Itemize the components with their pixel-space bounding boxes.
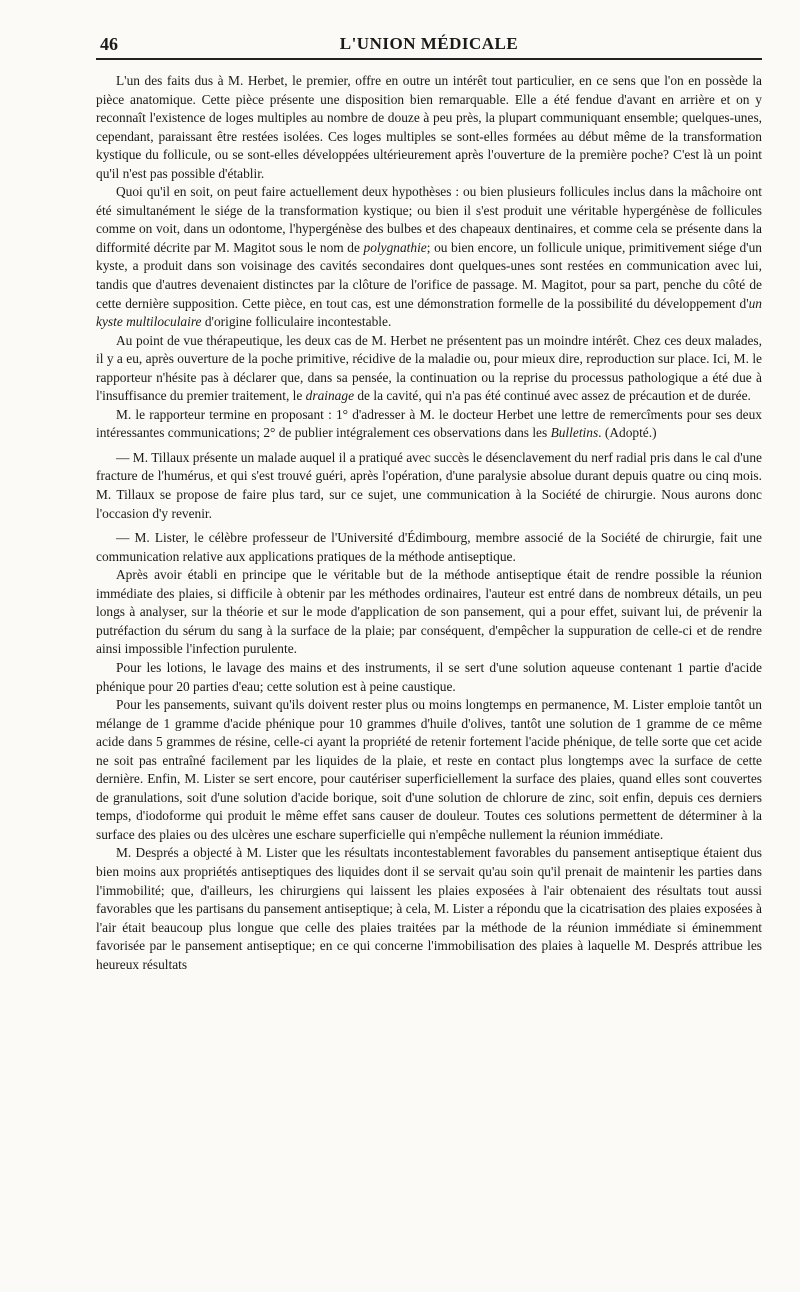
paragraph-text: — M. Lister, le célèbre professeur de l'Université d'Édimbourg, membre associé de la Société de chirurgie, fait une communication relative aux applications pratiques de la méthode antiseptique. (96, 530, 762, 564)
paragraph-text: Pour les lotions, le lavage des mains et des instruments, il se sert d'une solution aqueuse contenant 1 partie d'acide phénique pour 20 parties d'eau; cette solution est à peine caustique. (96, 659, 762, 694)
paragraph (96, 332, 762, 406)
paragraph-text: d'origine folliculaire incontestable. (201, 314, 392, 330)
paragraph-text: Pour les pansements, suivant qu'ils doivent rester plus ou moins longtemps en permanence, M. Lister emploie tantôt un mélange de 1 gramme d'acide phénique pour 10 grammes d'huile d'olives, tantôt une solution de 1 gramme de ce même acide dans 5 grammes de résine, celle-ci ayant la propriété de retenir fortement l'acide phénique, de telle sorte que cet acide ne soit pas entraîné facilement par les liquides de la plaie, et reste en contact plus longtemps avec la surface de cette dernière. Enfin, M. Lister se sert encore, pour cautériser superficiellement la surface des plaies, quand elles sont couvertes de granulations, soit d'une solution d'acide borique, soit d'une solution de chlorure de zinc, soit enfin, depuis ces derniers temps, d'iodoforme qui produit le même effet sans causer de douleur. Toutes ces solutions permettent de déterminer à la surface des plaies ou des ulcères une eschare superficielle qui n'empêche nullement la réunion immédiate. (96, 697, 762, 842)
italic-term: Bulletins (550, 425, 599, 441)
paragraph (96, 449, 762, 523)
paragraph-text: Quoi qu'il en soit, on peut faire actuellement deux hypothèses : ou bien plusieurs follicules inclus dans la mâchoire ont été simultanément le siége de la transformation kystique; ou bien il s'est produit une véritable hypergénèse de follicules comme on voit, dans un odontome, l'hypergénèse des bulbes et des chapeaux dentinaires, et comme cela se présente dans la difformité décrite par M. Magitot sous le nom de (96, 184, 762, 255)
paragraph (96, 72, 762, 183)
paragraph-text: L'un des faits dus à M. Herbet, le premier, offre en outre un intérêt tout particulier, en ce sens que l'on en possède la pièce anatomique. Cette pièce présente une disposition bien remarquable. Elle a été fendue d'avant en arrière et on y reconnaît l'existence de loges multiples au nombre de douze à peu près, la plupart communiquant ensemble; quelques-unes, cependant, paraissant être restées isolées. Ces loges multiples se sont-elles formées au début même de la transformation kystique du follicule, ou se sont-elles développées ultérieurement après l'ouverture de la première poche? C'est là un point qu'il n'est pas possible d'établir. (96, 73, 762, 181)
paragraph-text: . (Adopté.) (598, 425, 657, 441)
paragraph-text: — M. Tillaux présente un malade auquel il a pratiqué avec succès le désenclavement du nerf radial pris dans le cal d'une fracture de l'humérus, et qui s'est trouvé guéri, après l'opération, d'une paralysie absolue durant depuis quatre ou cinq mois. M. Tillaux se propose de faire plus tard, sur ce sujet, une communication à la Société de chirurgie. Nous aurons donc l'occasion d'y revenir. (96, 449, 762, 521)
paragraph-text: de la cavité, qui n'a pas été continué avec assez de précaution et de durée. (354, 388, 751, 404)
paragraph (96, 566, 762, 659)
paragraph (96, 659, 762, 696)
page-header (96, 28, 762, 60)
paragraph-text: Au point de vue thérapeutique, les deux cas de M. Herbet ne présentent pas un moindre intérêt. Chez ces deux malades, il y a eu, après ouverture de la poche primitive, récidive de la maladie ou, pour mieux dire, reproduction sur place. Ici, M. le rapporteur n'hésite pas à déclarer que, dans sa pensée, la continuation ou la reprise du processus pathologique a été due à l'insuffisance du premier traitement, le (96, 332, 762, 404)
article-body (96, 72, 762, 974)
paragraph (96, 696, 762, 844)
paragraph (96, 844, 762, 974)
italic-term: drainage (305, 388, 355, 404)
running-title: L'UNION MÉDICALE (339, 34, 519, 53)
paragraph-text: M. le rapporteur termine en proposant : 1° d'adresser à M. le docteur Herbet une lettre de remercîments pour ses deux intéressantes communications; 2° de publier intégralement ces observations dans les (96, 406, 762, 441)
page-number: 46 (100, 34, 118, 54)
italic-term: un kyste multiloculaire (96, 295, 762, 330)
paragraph (96, 183, 762, 331)
paragraph (96, 529, 762, 566)
paragraph-text: ; ou bien encore, un follicule unique, primitivement siége d'un kyste, a produit dans son voisinage des cavités secondaires dont quelques-unes sont restées en communication avec lui, tandis que d'autres devenaient distinctes par la clôture de l'orifice de passage. M. Magitot, pour sa part, penche du côté de cette dernière supposition. Cette pièce, en tout cas, est une démonstration formelle de la possibilité du développement d' (96, 239, 762, 311)
paragraph-text: M. Després a objecté à M. Lister que les résultats incontestablement favorables du pansement antiseptique étaient dus bien moins aux propriétés antiseptiques des liquides dont il se servait qu'au soin qu'il prenait de maintenir les parties dans l'immobilité; que, d'ailleurs, les chirurgiens qui laissent les plaies exposées à l'air obtenaient des résultats tout aussi favorables que les partisans du pansement antiseptique; à cela, M. Lister a répondu que la cicatrisation des plaies exposées à l'air était beaucoup plus longue que celle des plaies traitées par la méthode de la réunion immédiate si éminemment favorisée par le pansement antiseptique; en ce qui concerne l'immobilisation des plaies à laquelle M. Després attribue les heureux résultats (96, 845, 762, 972)
paragraph (96, 406, 762, 443)
italic-term: polygnathie (363, 239, 427, 255)
paragraph-text: Après avoir établi en principe que le véritable but de la méthode antiseptique était de rendre possible la réunion immédiate des plaies, si difficile à obtenir par les méthodes ordinaires, l'auteur est entré dans de nombreux détails, un peu longs à analyser, sur la théorie et sur le mode d'application de son pansement, qui a pour effet, suivant lui, de prévenir la putréfaction du sérum du sang à la surface de la plaie; par conséquent, d'empêcher la suppuration de celle-ci et de rendre ainsi impossible l'infection purulente. (96, 567, 762, 657)
